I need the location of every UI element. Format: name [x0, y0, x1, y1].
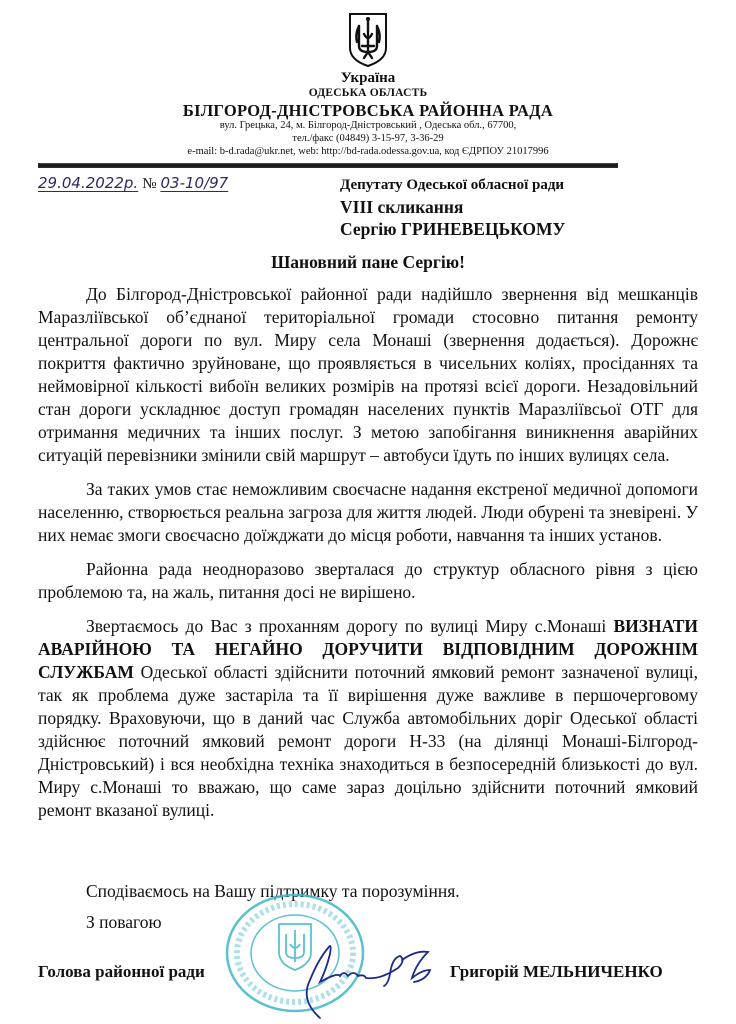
salutation: Шановний пане Сергію! [271, 252, 465, 272]
addressee-block [340, 174, 565, 240]
signature-icon [280, 930, 440, 1020]
letterhead-contacts: e-mail: b-d.rada@ukr.net, web: http://bd-rada.odessa.gov.ua, код ЄДРПОУ 21017996 [187, 146, 549, 157]
regards-line: З повагою [86, 912, 162, 932]
paragraph-1: До Білгород-Дністровської районної ради надійшло звернення від мешканців Маразліївської об’єднаної територіальної громади стосовно питання ремонту центральної дороги по вул. Миру села Монаші (звернення додається). Дорожнє покриття фактично зруйноване, що проявляється в чисельних коліях, просіданнях та неймовірної кількості вибоїн великих розмірів на протязі всієї дороги. Незадовільний стан дороги ускладнює доступ громадян населених пунктів Маразліївсьої ОТГ для отримання медичних та інших послуг. З метою запобігання виникнення аварійних ситуацій перевізники змінили свій маршрут – автобуси їдуть по інших вулицях села. [38, 284, 698, 465]
letterhead-organization: БІЛГОРОД-ДНІСТРОВСЬКА РАЙОННА РАДА [182, 101, 554, 120]
letterhead-country: Україна [340, 70, 396, 86]
trident-emblem-icon [347, 12, 389, 68]
reference-line [38, 174, 228, 193]
reference-number-sign: № [142, 176, 157, 192]
paragraph-4-end: Одеської області здійснити поточний ямковий ремонт зазначеної вулиці, так як проблема дуже застаріла та її вирішення дуже важливе в першочерговому порядку. Враховуючи, що в даний час Служба автомобільних доріг Одеської області здійснює поточний ямковий ремонт дороги Н-33 (на ділянці Монаші-Білгород-Дністровський) і вся необхідна техніка знаходиться в безпосередній близькості до вул. Миру с.Монаші то вважаю, що саме зараз доцільно здійснити поточний ямковий ремонт вказаної вулиці. [38, 662, 698, 820]
signatory-name: Григорій МЕЛЬНИЧЕНКО [450, 962, 663, 981]
letterhead-divider [38, 163, 618, 168]
addressee-name: Сергію ГРИНЕВЕЦЬКОМУ [340, 219, 566, 239]
paragraph-2: За таких умов стає неможливим своєчасне надання екстреної медичної допомоги населенню, створюється реальна загроза для життя людей. Люди обурені та зневірені. У них немає змоги своєчасно доїжджати до місця роботи, навчання та інших установ. [38, 479, 699, 545]
paragraph-4-start: Звертаємось до Вас з проханням дорогу по вулиці Миру с.Монаші [86, 616, 614, 636]
reference-number: 03-10/97 [160, 174, 229, 192]
closing-line: Сподіваємось на Вашу підтримку та порозуміння. [86, 881, 460, 901]
paragraph-4-emphasis: ВИЗНАТИ АВАРІЙНОЮ ТА НЕГАЙНО ДОРУЧИТИ ВІДПОВІДНИМ ДОРОЖНІМ СЛУЖБАМ [38, 616, 698, 682]
paragraph-3: Районна рада неодноразово зверталася до структур обласного рівня з цією проблемою та, на жаль, питання досі не вирішено. [38, 559, 698, 602]
letterhead-region: ОДЕСЬКА ОБЛАСТЬ [308, 87, 428, 99]
addressee-convocation: VIII скликання [340, 197, 464, 217]
letterhead-phone: тел./факс (04849) 3-15-97, 3-36-29 [292, 133, 444, 144]
addressee-position: Депутату Одеської обласної ради [340, 177, 565, 193]
signatory-role: Голова районної ради [38, 962, 205, 981]
letter-body [38, 283, 698, 831]
paragraph-4 [38, 615, 698, 822]
reference-date: 29.04.2022р. [38, 174, 139, 192]
letterhead-address: вул. Грецька, 24, м. Білгород-Дністровський , Одеська обл., 67700, [219, 120, 517, 131]
